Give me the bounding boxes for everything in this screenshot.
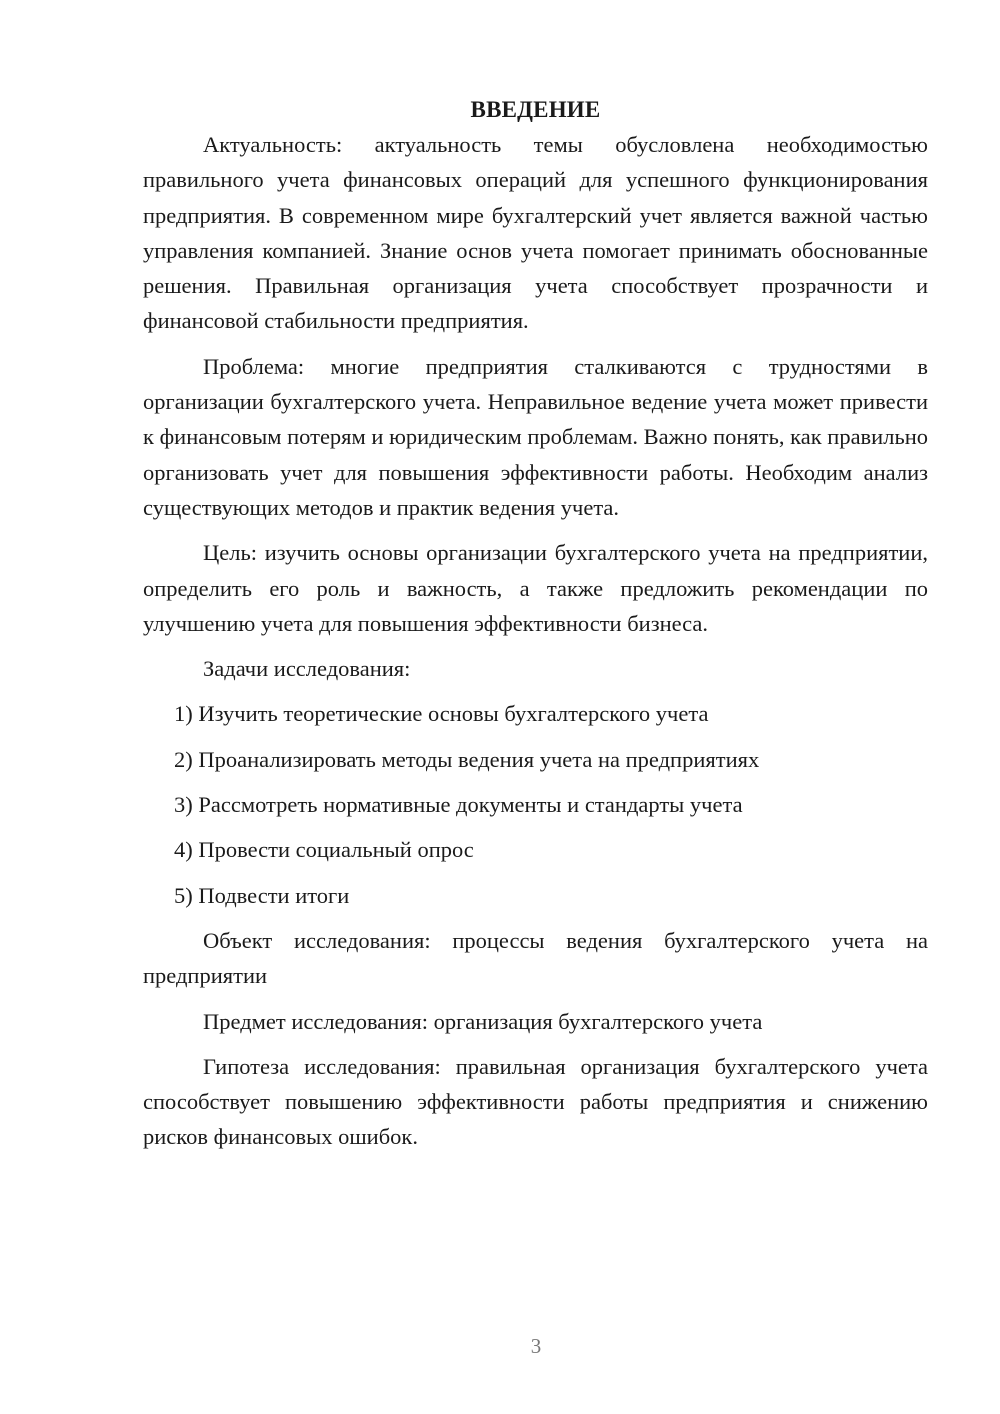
task-item: 4) Провести социальный опрос	[174, 837, 474, 863]
section-title: ВВЕДЕНИЕ	[470, 97, 601, 122]
task-item: 3) Рассмотреть нормативные документы и стандарты учета	[174, 792, 743, 818]
hypothesis-paragraph: Гипотеза исследования: правильная организация бухгалтерского учета способствует повышению эффективности работы предприятия и снижению рисков финансовых ошибок.	[143, 1053, 928, 1150]
tasks-heading: Задачи исследования:	[203, 656, 411, 682]
subject-paragraph: Предмет исследования: организация бухгалтерского учета	[203, 1008, 763, 1034]
tasks-list	[143, 696, 928, 912]
object-paragraph: Объект исследования: процессы ведения бухгалтерского учета на предприятии	[143, 927, 928, 989]
task-item: 1) Изучить теоретические основы бухгалтерского учета	[174, 701, 709, 727]
task-item: 2) Проанализировать методы ведения учета на предприятиях	[174, 746, 760, 772]
page-number: 3	[530, 1334, 542, 1358]
document-page	[143, 92, 928, 1165]
problem-paragraph: Проблема: многие предприятия сталкиваются с трудностями в организации бухгалтерского учета. Неправильное ведение учета может привести к финансовым потерям и юридическим проблемам. Важно понять, как правильно организовать учет для повышения эффективности работы. Необходим анализ существующих методов и практик ведения учета.	[143, 353, 928, 520]
relevance-paragraph: Актуальность: актуальность темы обусловлена необходимостью правильного учета финансовых операций для успешного функционирования предприятия. В современном мире бухгалтерский учет является важной частью управления компанией. Знание основ учета помогает принимать обоснованные решения. Правильная организация учета способствует прозрачности и финансовой стабильности предприятия.	[143, 132, 928, 334]
task-item: 5) Подвести итоги	[174, 882, 350, 908]
goal-paragraph: Цель: изучить основы организации бухгалтерского учета на предприятии, определить его роль и важность, а также предложить рекомендации по улучшению учета для повышения эффективности бизнеса.	[143, 540, 928, 636]
